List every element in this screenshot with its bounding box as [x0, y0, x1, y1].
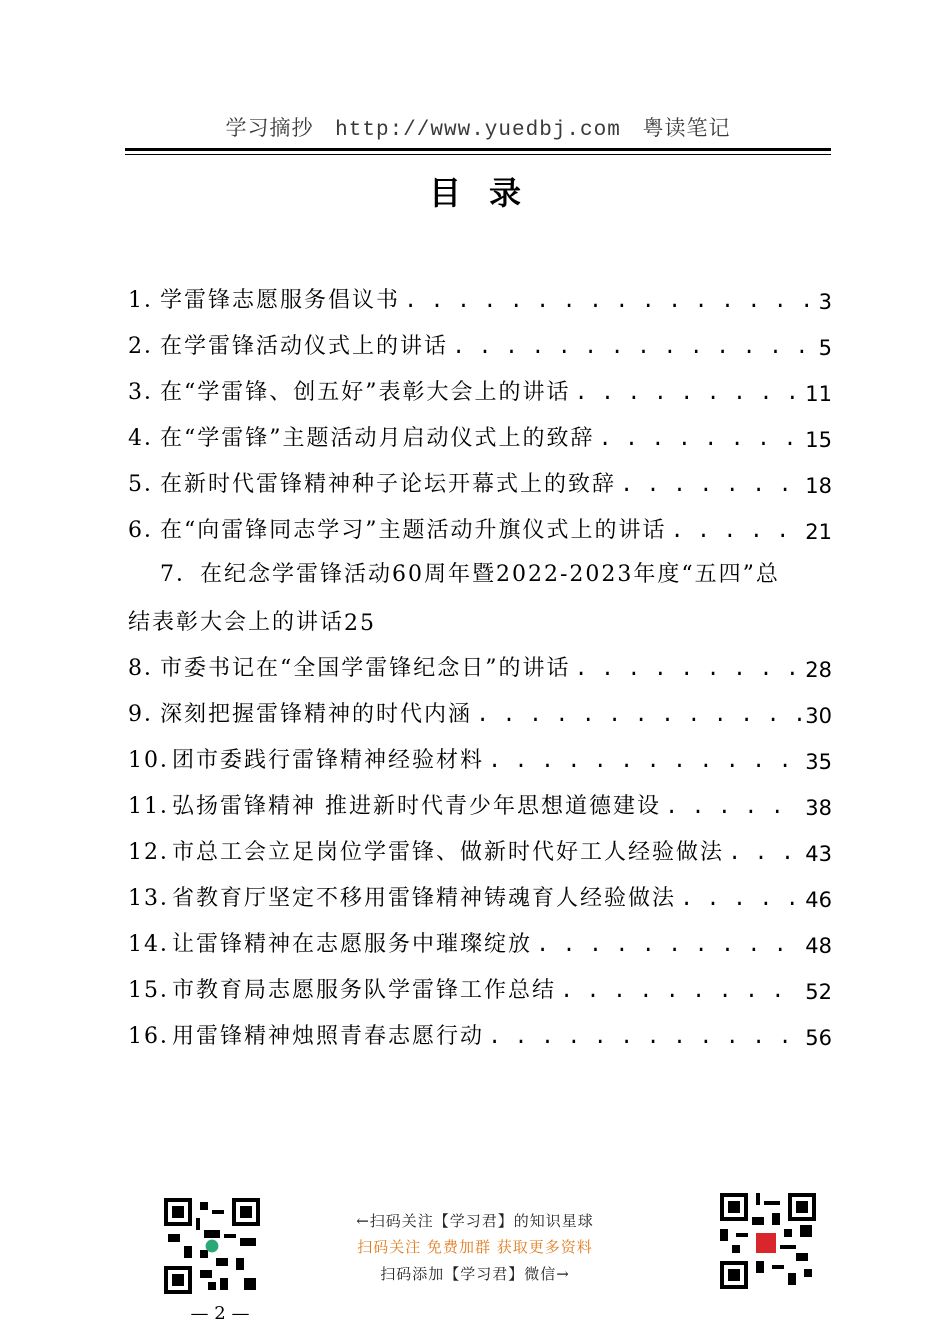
toc-num: 7． [160, 562, 200, 587]
toc-leader [575, 381, 802, 406]
page-header [125, 112, 831, 142]
toc-page: 5 [818, 336, 832, 360]
footer-text-3: 扫码添加【学习君】微信→ [380, 1265, 570, 1283]
toc-label: 市委书记在“全国学雷锋纪念日”的讲话 [160, 656, 571, 681]
toc-entry[interactable] [128, 958, 832, 1004]
toc-leader [728, 841, 801, 866]
header-rule-thick [125, 148, 831, 151]
toc-label-line1: 在纪念学雷锋活动60周年暨2022-2023年度“五四”总 [200, 562, 780, 587]
toc-entry[interactable] [128, 682, 832, 728]
toc-label: 让雷锋精神在志愿服务中璀璨绽放 [172, 932, 533, 957]
toc-page: 30 [805, 704, 832, 728]
toc-page: 25 [344, 611, 377, 636]
toc-entry[interactable] [128, 636, 832, 682]
qr-code-right[interactable] [720, 1193, 816, 1289]
toc-leader [404, 289, 815, 314]
toc-label: 用雷锋精神烛照青春志愿行动 [172, 1024, 485, 1049]
page-title: 目录 [428, 174, 549, 212]
toc-page: 11 [805, 382, 832, 406]
toc-page: 21 [805, 520, 832, 544]
toc-label: 省教育厅坚定不移用雷锋精神铸魂育人经验做法 [172, 886, 677, 911]
footer-text-2: 扫码关注 免费加群 获取更多资料 [357, 1238, 593, 1256]
toc-entry[interactable] [128, 774, 832, 820]
toc-leader [536, 933, 801, 958]
toc-num: 14． [128, 932, 184, 957]
qr-code-left[interactable] [164, 1198, 260, 1294]
toc-label: 市总工会立足岗位学雷锋、做新时代好工人经验做法 [172, 840, 725, 865]
toc-leader [620, 473, 801, 498]
toc-entry[interactable] [128, 1004, 832, 1050]
toc-leader [488, 1025, 801, 1050]
toc-entry[interactable] [128, 912, 832, 958]
header-right: 粤读笔记 [642, 116, 731, 140]
toc-leader [599, 427, 802, 452]
toc-num: 3． [128, 380, 168, 405]
toc-entry[interactable] [128, 728, 832, 774]
toc-entry[interactable] [128, 406, 832, 452]
toc-num: 4． [128, 426, 168, 451]
toc-entry[interactable] [128, 866, 832, 912]
toc-leader [476, 703, 801, 728]
toc-entry[interactable] [128, 268, 832, 314]
toc-page: 28 [805, 658, 832, 682]
toc-entry[interactable] [128, 452, 832, 498]
toc-num: 8． [128, 656, 168, 681]
toc-label: 学雷锋志愿服务倡议书 [160, 288, 401, 313]
toc-label: 市教育局志愿服务队学雷锋工作总结 [172, 978, 557, 1003]
toc-page: 35 [805, 750, 832, 774]
qr-code-icon [164, 1198, 260, 1294]
toc-label: 在学雷锋活动仪式上的讲话 [160, 334, 449, 359]
toc-entry-7[interactable] [128, 544, 832, 636]
table-of-contents [128, 268, 832, 1050]
toc-page: 15 [805, 428, 832, 452]
header-url[interactable]: http://www.yuedbj.com [335, 119, 621, 142]
toc-num: 10． [128, 748, 184, 773]
toc-page: 48 [805, 934, 832, 958]
footer-text-1: ←扫码关注【学习君】的知识星球 [356, 1212, 594, 1230]
toc-page: 38 [805, 796, 832, 820]
toc-num: 16． [128, 1024, 184, 1049]
toc-num: 5． [128, 472, 168, 497]
toc-num: 1． [128, 288, 168, 313]
header-left: 学习摘抄 [225, 116, 314, 140]
toc-page: 43 [805, 842, 832, 866]
toc-page: 52 [805, 980, 832, 1004]
toc-num: 15． [128, 978, 184, 1003]
toc-leader [575, 657, 802, 682]
toc-num: 9． [128, 702, 168, 727]
toc-num: 12． [128, 840, 184, 865]
toc-entry[interactable] [128, 360, 832, 406]
toc-leader [665, 795, 801, 820]
toc-label: 在新时代雷锋精神种子论坛开幕式上的致辞 [160, 472, 617, 497]
toc-label-line2: 结表彰大会上的讲话 [128, 610, 345, 635]
header-rule-thin [125, 154, 831, 155]
toc-num: 6． [128, 518, 168, 543]
toc-label: 团市委践行雷锋精神经验材料 [172, 748, 485, 773]
toc-page: 3 [818, 290, 832, 314]
toc-leader [488, 749, 801, 774]
toc-label: 深刻把握雷锋精神的时代内涵 [160, 702, 473, 727]
toc-leader [680, 887, 801, 912]
toc-leader [452, 335, 815, 360]
toc-page: 56 [805, 1026, 832, 1050]
toc-entry[interactable] [128, 820, 832, 866]
toc-page: 18 [805, 474, 832, 498]
toc-num: 2． [128, 334, 168, 359]
page-number: — 2 — [190, 1303, 250, 1324]
toc-leader [560, 979, 801, 1004]
toc-label: 弘扬雷锋精神 推进新时代青少年思想道德建设 [172, 794, 661, 819]
toc-label: 在“学雷锋”主题活动月启动仪式上的致辞 [160, 426, 595, 451]
toc-label: 在“学雷锋、创五好”表彰大会上的讲话 [160, 380, 571, 405]
toc-label: 在“向雷锋同志学习”主题活动升旗仪式上的讲话 [160, 518, 667, 543]
qr-code-icon [720, 1193, 816, 1289]
toc-num: 13． [128, 886, 184, 911]
toc-num: 11． [128, 794, 184, 819]
toc-leader [671, 519, 802, 544]
toc-page: 46 [805, 888, 832, 912]
toc-entry[interactable] [128, 498, 832, 544]
toc-entry[interactable] [128, 314, 832, 360]
